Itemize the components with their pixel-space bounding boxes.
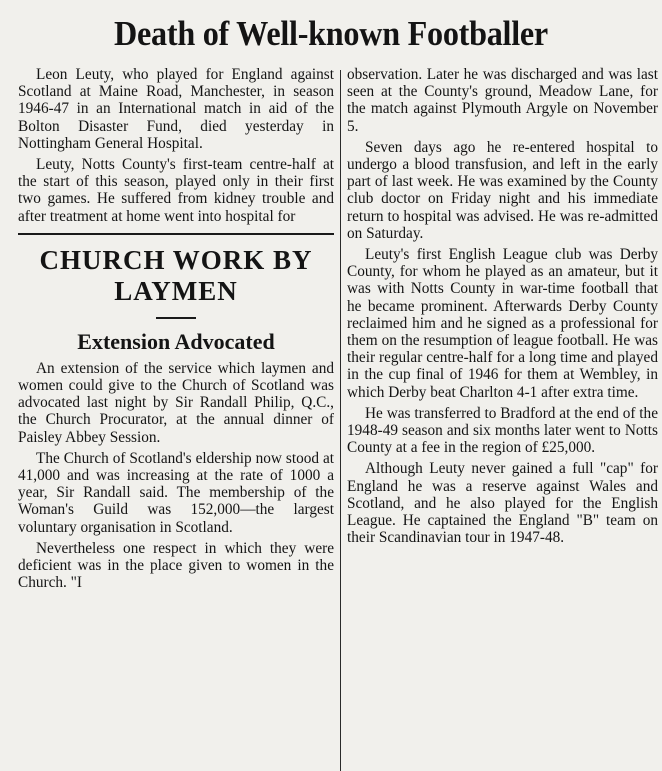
article-paragraph: Leuty, Notts County's first-team centre-half at the start of this season, played only in their first two games. He suffered from kidney trouble and after treatment at home went into hospital for xyxy=(18,156,334,225)
article-paragraph: Although Leuty never gained a full "cap" for England he was a reserve against Wales and Scotland, and he also played for the English League. He captained the England "B" team on their Scandinavian tour in 1947-48. xyxy=(347,460,658,547)
article-paragraph: Nevertheless one respect in which they were deficient was in the place given to women in the Church. "I xyxy=(18,539,334,592)
article-paragraph: Leuty's first English League club was Derby County, for whom he played as an amateur, but it was with Notts County in war-time football that he became prominent. Afterwards Derby County reclaimed him and he signed as a professional for them on the resumption of league football. He was their regular centre-half for a long time and played in the cup final of 1946 for them at Wembley, in which Derby beat Charlton 4-1 after extra time. xyxy=(347,246,658,401)
second-article-headline: CHURCH WORK BY LAYMEN xyxy=(39,244,313,306)
article-divider xyxy=(18,233,334,235)
left-column xyxy=(18,66,334,771)
column-rule xyxy=(340,70,341,771)
article-headline: Death of Well-known Footballer xyxy=(114,14,548,53)
article-paragraph: He was transferred to Bradford at the end of the 1948-49 season and six months later went to Notts County at a fee in the region of £25,000. xyxy=(347,404,658,457)
article-paragraph: The Church of Scotland's eldership now stood at 41,000 and was increasing at the rate of 1000 a year, Sir Randall said. The membership of the Woman's Guild was 152,000—the largest voluntary organisation in Scotland. xyxy=(18,449,334,536)
article-paragraph: observation. Later he was discharged and was last seen at the County's ground, Meadow Lane, for the match against Plymouth Argyle on November 5. xyxy=(347,66,658,135)
article-paragraph: An extension of the service which laymen and women could give to the Church of Scotland was advocated last night by Sir Randall Philip, Q.C., the Church Procurator, at the annual dinner of Paisley Abbey Session. xyxy=(18,359,334,446)
second-article-subheadline: Extension Advocated xyxy=(77,328,275,354)
right-column xyxy=(347,66,658,771)
headline-divider xyxy=(156,317,196,319)
article-paragraph: Seven days ago he re-entered hospital to undergo a blood transfusion, and left in the early part of last week. He was examined by the County club doctor on Friday night and his immediate return to hospital was advised. He was re-admitted on Saturday. xyxy=(347,138,658,242)
article-paragraph: Leon Leuty, who played for England against Scotland at Maine Road, Manchester, in season 1946-47 in an International match in aid of the Bolton Disaster Fund, died yesterday in Nottingham General Hospital. xyxy=(18,66,334,152)
